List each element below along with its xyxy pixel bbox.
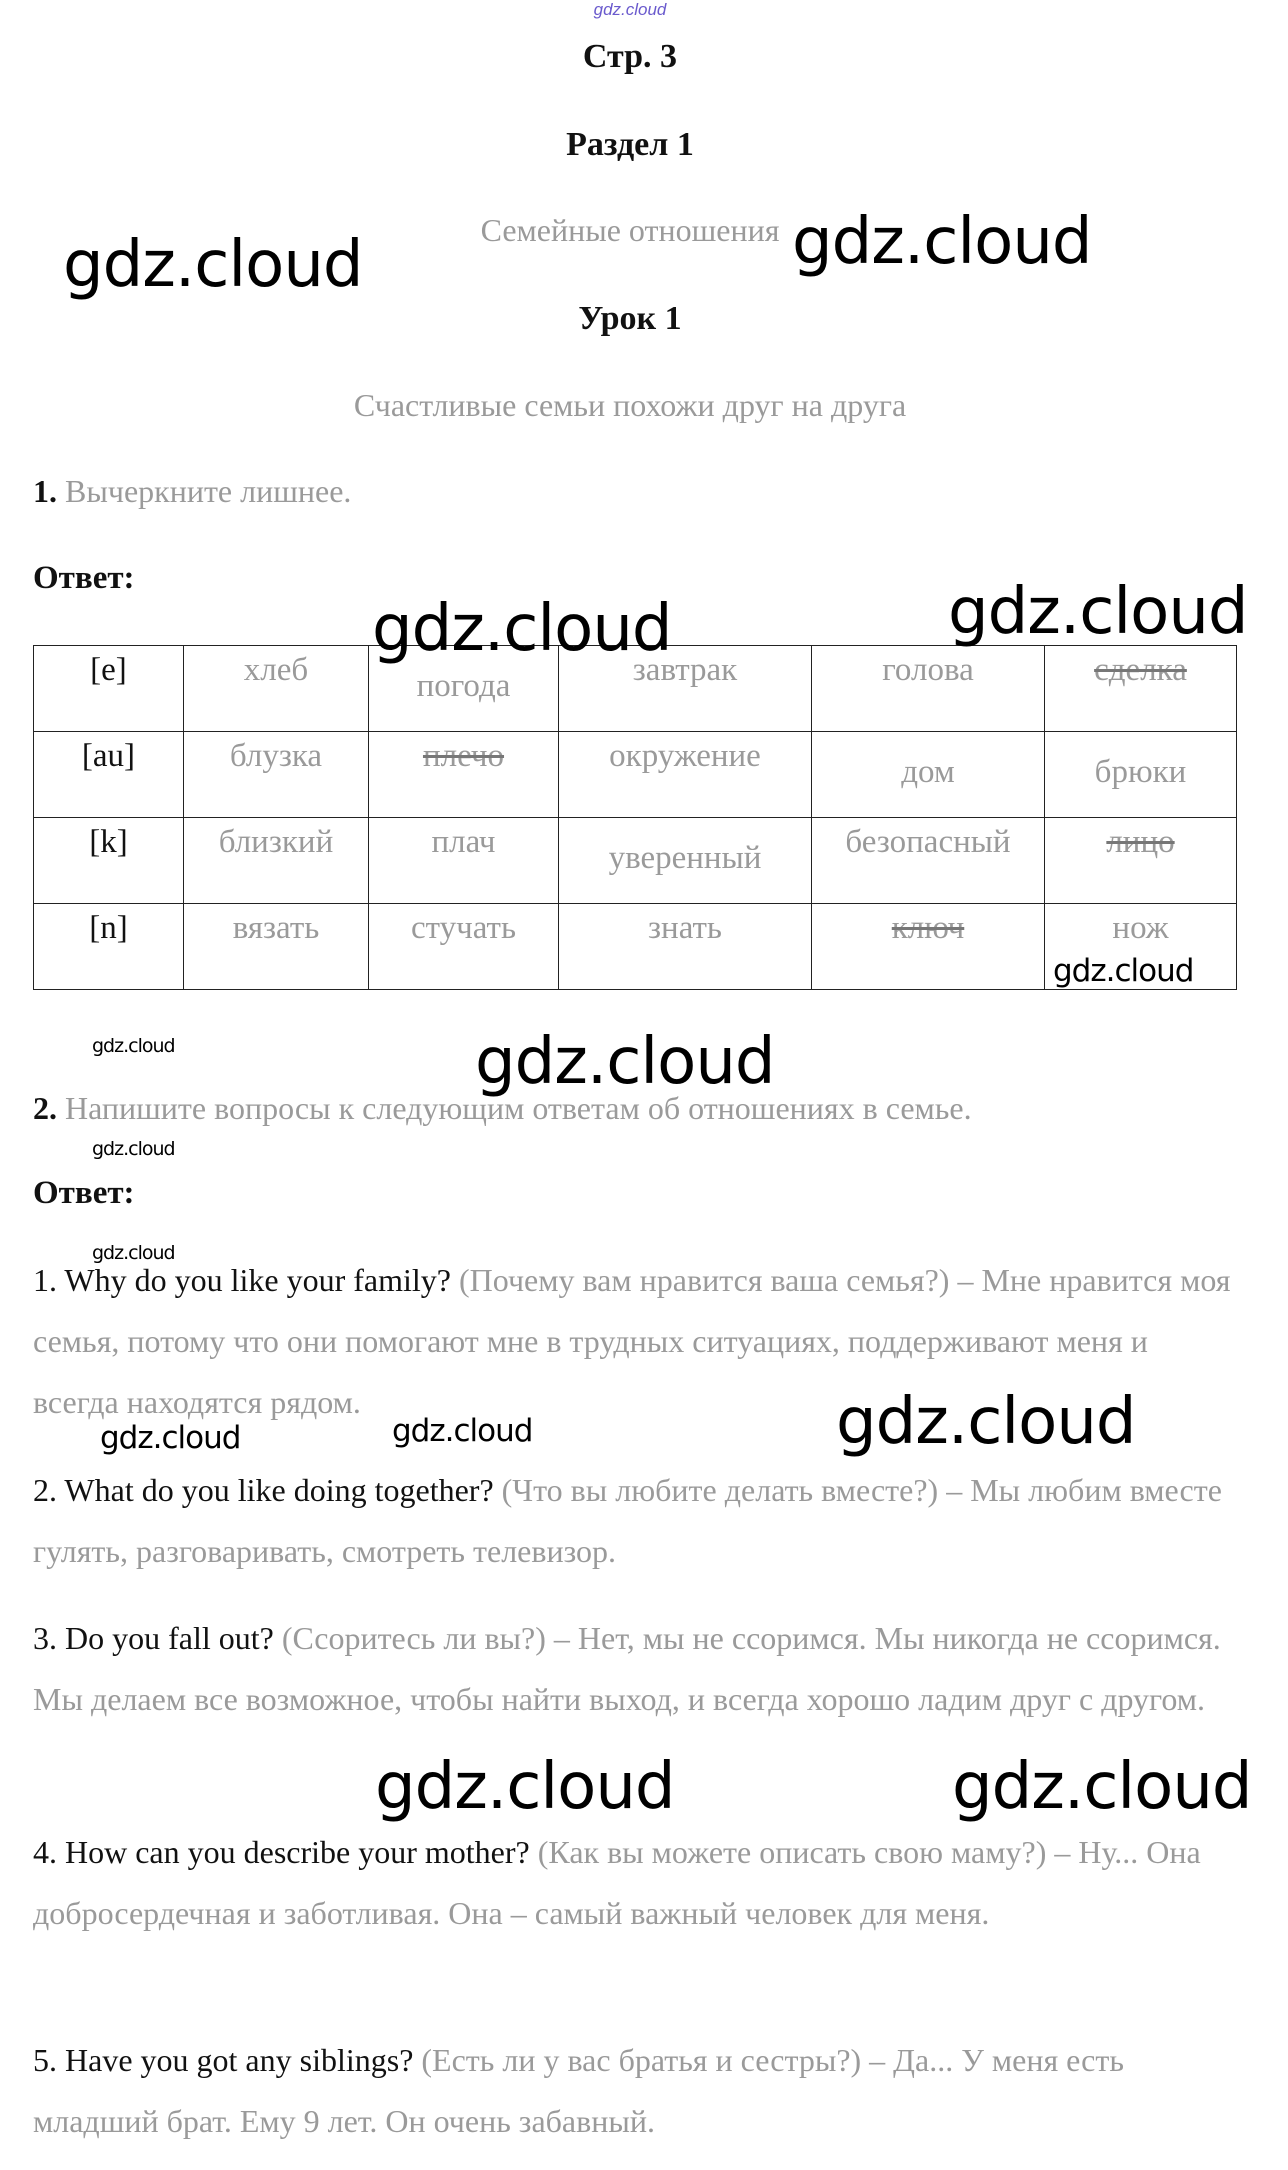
- word: близкий: [218, 824, 334, 860]
- watermark: gdz.cloud: [63, 228, 363, 302]
- word: плач: [431, 824, 496, 860]
- sound-label: [k]: [89, 824, 128, 860]
- answer-text-ru: (Есть ли у вас братья и сестры?) – Да... У меня есть младший брат. Ему 9 лет. Он очень забавный.: [33, 2042, 1124, 2139]
- word: нож: [1112, 910, 1169, 946]
- watermark: gdz.cloud: [952, 1750, 1252, 1824]
- watermark: gdz.cloud: [836, 1385, 1136, 1459]
- struck-word: плечо: [422, 738, 505, 774]
- sound-label: [n]: [89, 910, 128, 946]
- watermark: gdz.cloud: [948, 575, 1248, 649]
- word-cell: [369, 732, 559, 818]
- watermark: gdz.cloud: [375, 1750, 675, 1824]
- word: знать: [648, 910, 722, 946]
- word: брюки: [1094, 754, 1187, 790]
- word: погода: [416, 668, 511, 704]
- sound-label: [au]: [81, 738, 136, 774]
- answer-text-ru: (Как вы можете описать свою маму?) – Ну... Она добросердечная и заботливая. Она – самый важный человек для меня.: [33, 1834, 1201, 1931]
- answer-question-en: 5. Have you got any siblings?: [33, 2042, 414, 2078]
- word: вязать: [232, 910, 320, 946]
- word-cell: [1045, 646, 1237, 732]
- word-cell: [184, 646, 369, 732]
- watermark: gdz.cloud: [92, 1035, 175, 1057]
- answer-text-ru: (Почему вам нравится ваша семья?) – Мне нравится моя семья, потому что они помогают мне в трудных ситуациях, поддерживают меня и всегда находятся рядом.: [33, 1262, 1231, 1420]
- struck-word: лицо: [1106, 824, 1175, 860]
- word-table: [33, 645, 1237, 990]
- section-subtitle: Семейные отношения: [480, 212, 780, 248]
- word-cell: [559, 904, 812, 990]
- task-2-number: 2.: [33, 1090, 57, 1126]
- word: дом: [901, 754, 955, 790]
- word: голова: [882, 652, 974, 688]
- sound-cell: [34, 732, 184, 818]
- watermark: gdz.cloud: [92, 1138, 175, 1160]
- word: безопасный: [845, 824, 1011, 860]
- answer-question-en: 2. What do you like doing together?: [33, 1472, 494, 1508]
- word-cell: [184, 904, 369, 990]
- answer-item: [33, 1822, 1233, 1944]
- answer-question-en: 4. How can you describe your mother?: [33, 1834, 530, 1870]
- answer-label-2: Ответ:: [33, 1175, 135, 1211]
- word-cell: [184, 818, 369, 904]
- task-1-number: 1.: [33, 473, 57, 509]
- watermark: gdz.cloud: [1053, 953, 1194, 989]
- word: блузка: [229, 738, 323, 774]
- sound-cell: [34, 818, 184, 904]
- word-table-row: [34, 818, 1237, 904]
- answer-text-ru: (Что вы любите делать вместе?) – Мы любим вместе гулять, разговаривать, смотреть телевизор.: [33, 1472, 1222, 1569]
- word: окружение: [609, 738, 761, 774]
- word-cell: [369, 904, 559, 990]
- word-cell: [559, 818, 812, 904]
- word-cell: [812, 818, 1045, 904]
- struck-word: ключ: [891, 910, 965, 946]
- word: хлеб: [243, 652, 309, 688]
- watermark: gdz.cloud: [792, 205, 1092, 279]
- lesson-subtitle: Счастливые семьи похожи друг на друга: [353, 387, 907, 423]
- answer-item: [33, 1608, 1233, 1730]
- task-1: [33, 473, 351, 510]
- word-cell: [559, 732, 812, 818]
- watermark: gdz.cloud: [92, 1242, 175, 1264]
- answer-item: [33, 1460, 1233, 1582]
- word-cell: [369, 818, 559, 904]
- answer-question-en: 1. Why do you like your family?: [33, 1262, 451, 1298]
- watermark: gdz.cloud: [392, 1413, 533, 1449]
- sound-cell: [34, 904, 184, 990]
- word: уверенный: [608, 840, 762, 876]
- word-cell: [812, 732, 1045, 818]
- sound-label: [e]: [90, 652, 127, 688]
- word-cell: [184, 732, 369, 818]
- top-watermark: gdz.cloud: [593, 0, 667, 19]
- word: стучать: [411, 910, 516, 946]
- watermark: gdz.cloud: [100, 1420, 241, 1456]
- sound-cell: [34, 646, 184, 732]
- section-title: Раздел 1: [566, 126, 694, 163]
- task-2-text: Напишите вопросы к следующим ответам об отношениях в семье.: [65, 1090, 972, 1126]
- struck-word: сделка: [1094, 652, 1187, 688]
- watermark: gdz.cloud: [372, 592, 672, 666]
- word-cell: [812, 646, 1045, 732]
- word-cell: [812, 904, 1045, 990]
- answer-question-en: 3. Do you fall out?: [33, 1620, 274, 1656]
- word-cell: [1045, 818, 1237, 904]
- answer-text-ru: (Ссоритесь ли вы?) – Нет, мы не ссоримся. Мы никогда не ссоримся. Мы делаем все возможное, чтобы найти выход, и всегда хорошо ладим друг с другом.: [33, 1620, 1221, 1717]
- task-1-text: Вычеркните лишнее.: [65, 473, 352, 509]
- lesson-title: Урок 1: [578, 300, 682, 337]
- watermark: gdz.cloud: [475, 1025, 775, 1099]
- page-label: Стр. 3: [582, 38, 678, 75]
- answer-label-1: Ответ:: [33, 560, 135, 596]
- word-cell: [1045, 732, 1237, 818]
- word: завтрак: [632, 652, 738, 688]
- word-table-row: [34, 732, 1237, 818]
- answer-item: [33, 2030, 1233, 2152]
